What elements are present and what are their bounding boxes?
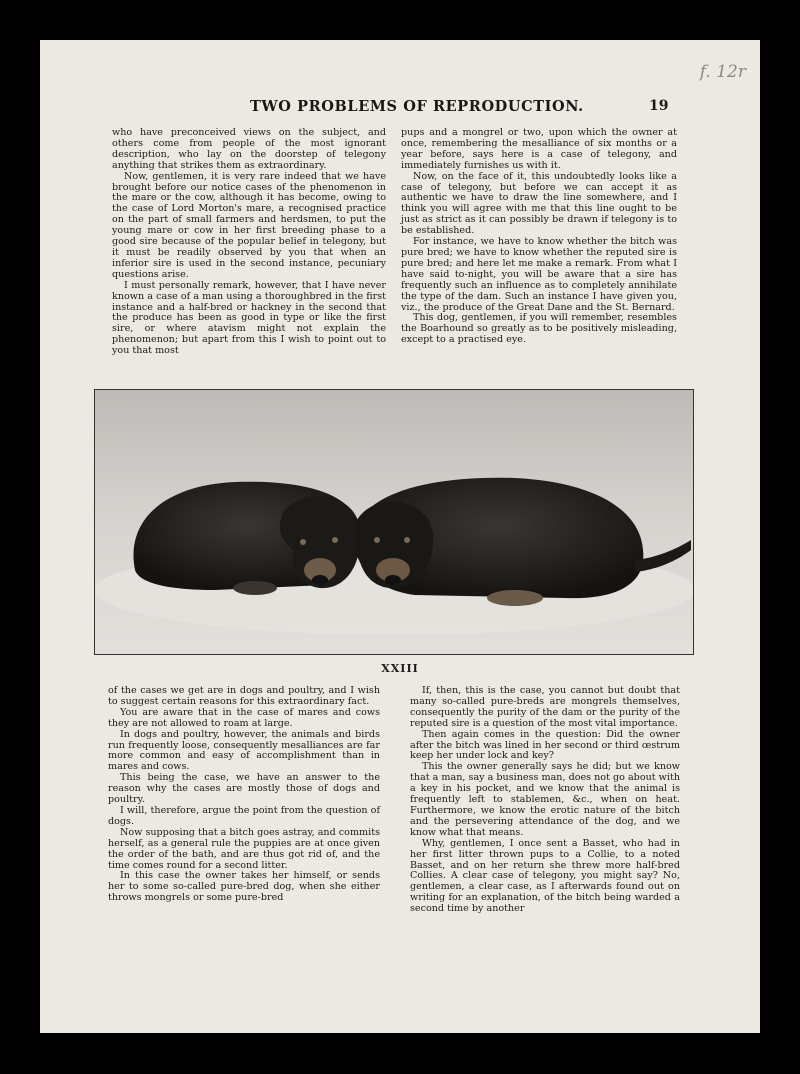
- paragraph: This dog, gentlemen, if you will remember, resembles the Boarhound so greatly as to be positively misleading, except to a practised eye.: [401, 312, 677, 346]
- paragraph: If, then, this is the case, you cannot but doubt that many so-called pure-breds are mongrels themselves, consequently the purity of the dam or the purity of the reputed sire is a question of the most vital importance.: [410, 685, 680, 729]
- top-right-column: [401, 128, 677, 346]
- bottom-right-column: [410, 686, 680, 915]
- paragraph: I will, therefore, argue the point from the question of dogs.: [108, 804, 380, 827]
- plate-caption: XXIII: [381, 662, 419, 675]
- paragraph: Why, gentlemen, I once sent a Basset, who had in her first litter thrown pups to a Collie, to a noted Basset, and on her return she threw more half-bred Collies. A clear case of telegony, you might say? No, gentlemen, a clear case, as I afterwards found out on writing for an explanation, of the bitch being warded a second time by another: [410, 837, 680, 915]
- paragraph: Now, on the face of it, this undoubtedly looks like a case of telegony, but before we can accept it as authentic we have to draw the line somewhere, and I think you will agree with me that this line ought to be just as strict as it can possibly be drawn if telegony is to be established.: [401, 170, 677, 237]
- photo-plate: [94, 389, 694, 655]
- page-number: 19: [649, 98, 669, 114]
- paragraph: who have preconceived views on the subject, and others come from people of the most ignorant description, who lay on the doorstep of telegony anything that strikes them as extraordinary.: [112, 127, 386, 171]
- book-page: [40, 40, 760, 1033]
- paragraph: This the owner generally says he did; but we know that a man, say a business man, does not go about with a key in his pocket, and we know that the animal is frequently left to stablemen, &c., when on heat. Furthermore, we know the erotic nature of the bitch and the persevering attendance of the dog, and we know what that means.: [410, 761, 680, 838]
- bottom-left-column: [108, 686, 380, 904]
- paragraph: In dogs and poultry, however, the animals and birds run frequently loose, consequently mesalliances are far more common and easy of accomplishment than in mares and cows.: [108, 728, 380, 773]
- top-left-column: [112, 128, 386, 357]
- paragraph: Now, gentlemen, it is very rare indeed that we have brought before our notice cases of the phenomenon in the mare or the cow, although it has become, owing to the case of Lord Morton's mare, a recognised practice on the part of small farmers and herdsmen, to put the young mare or cow in her first breeding phase to a good sire because of the popular belief in telegony, but it must be readily observed by you that when an inferior sire is used in the second instance, pecuniary questions arise.: [112, 170, 386, 280]
- paragraph: For instance, we have to know whether the bitch was pure bred; we have to know whether the reputed sire is pure bred; and here let me make a remark. From what I have said to-night, you will be aware that a sire has frequently such an influence as to completely annihilate the type of the dam. Such an instance I have given you, viz., the produce of the Great Dane and the St. Bernard.: [401, 236, 677, 313]
- pencil-folio-note: f. 12r: [699, 62, 746, 82]
- paragraph: Now supposing that a bitch goes astray, and commits herself, as a general rule the puppies are at once given the order of the bath, and are thus got rid of, and the time comes round for a second litter.: [108, 826, 380, 871]
- paragraph: of the cases we get are in dogs and poultry, and I wish to suggest certain reasons for this extraordinary fact.: [108, 685, 380, 707]
- puppies-photo: [95, 390, 693, 654]
- paragraph: You are aware that in the case of mares and cows they are not allowed to roam at large.: [108, 706, 380, 729]
- paragraph: I must personally remark, however, that I have never known a case of a man using a thoroughbred in the first instance and a half-bred or hackney in the second that the produce has been as good in type or like the first sire, or where atavism might not explain the phenomenon; but apart from this I wish to point out to you that most: [112, 279, 386, 357]
- paragraph: Then again comes in the question: Did the owner after the bitch was lined in her second or third œstrum keep her under lock and key?: [410, 728, 680, 762]
- paragraph: This being the case, we have an answer to the reason why the cases are mostly those of dogs and poultry.: [108, 772, 380, 806]
- paragraph: In this case the owner takes her himself, or sends her to some so-called pure-bred dog, when she either throws mongrels or some pure-bred: [108, 870, 380, 904]
- running-head: [40, 98, 760, 120]
- page-header-title: TWO PROBLEMS OF REPRODUCTION.: [250, 98, 584, 115]
- paragraph: pups and a mongrel or two, upon which the owner at once, remembering the mesalliance of six months or a year before, says here is a case of telegony, and immediately furnishes us with it.: [401, 127, 677, 171]
